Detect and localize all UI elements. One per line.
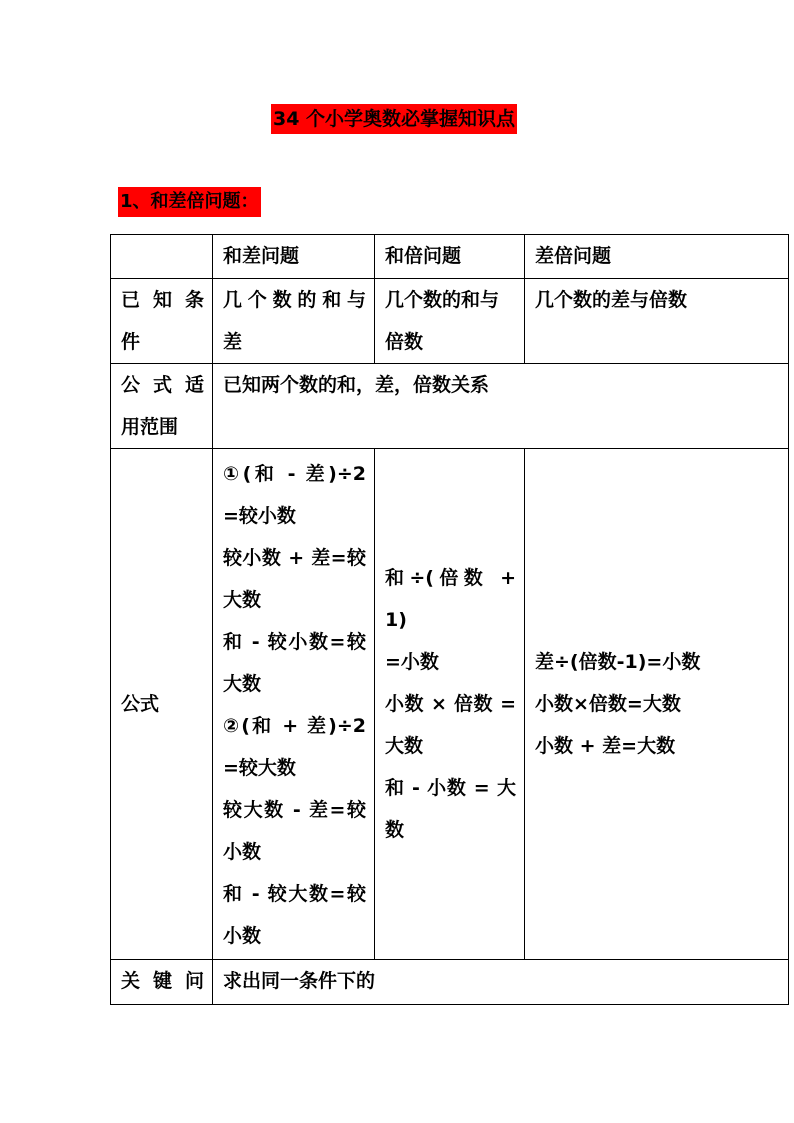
cell-scope-text: 已知两个数的和，差，倍数关系 xyxy=(213,364,789,449)
table-row-known-conditions xyxy=(111,279,789,364)
table-row-scope xyxy=(111,364,789,449)
cell-sum-diff-formula: ①(和 - 差)÷2 =较小数 较小数 + 差=较 大数 和 - 较小数=较 大数 ②(和 + 差)÷2 =较大数 较大数 - 差=较 小数 和 - 较大数=较 小数 xyxy=(213,449,375,960)
header-cell-diff-multiple: 差倍问题 xyxy=(525,235,789,279)
cell-sum-diff-conditions: 几个数的和与 差 xyxy=(213,279,375,364)
row-label-key-question: 关 键 问 xyxy=(111,960,213,1005)
row-label-formula: 公式 xyxy=(111,449,213,960)
table-row-formula xyxy=(111,449,789,960)
header-cell-blank xyxy=(111,235,213,279)
cell-sum-multiple-conditions: 几个数的和与 倍数 xyxy=(375,279,525,364)
section-heading: 1、和差倍问题： xyxy=(118,187,261,217)
header-cell-sum-multiple: 和倍问题 xyxy=(375,235,525,279)
row-label-scope: 公 式 适 用范围 xyxy=(111,364,213,449)
knowledge-table xyxy=(110,234,789,1005)
cell-key-question-text: 求出同一条件下的 xyxy=(213,960,789,1005)
cell-sum-multiple-formula: 和÷(倍数 + 1) =小数 小数 × 倍数 = 大数 和 - 小数 = 大 数 xyxy=(375,449,525,960)
row-label-known-conditions: 已 知 条 件 xyxy=(111,279,213,364)
page-title: 34 个小学奥数必掌握知识点 xyxy=(271,104,517,134)
header-cell-sum-diff: 和差问题 xyxy=(213,235,375,279)
table-row-key-question xyxy=(111,960,789,1005)
cell-diff-multiple-conditions: 几个数的差与倍数 xyxy=(525,279,789,364)
table-header-row xyxy=(111,235,789,279)
cell-diff-multiple-formula: 差÷(倍数-1)=小数 小数×倍数=大数 小数 + 差=大数 xyxy=(525,449,789,960)
